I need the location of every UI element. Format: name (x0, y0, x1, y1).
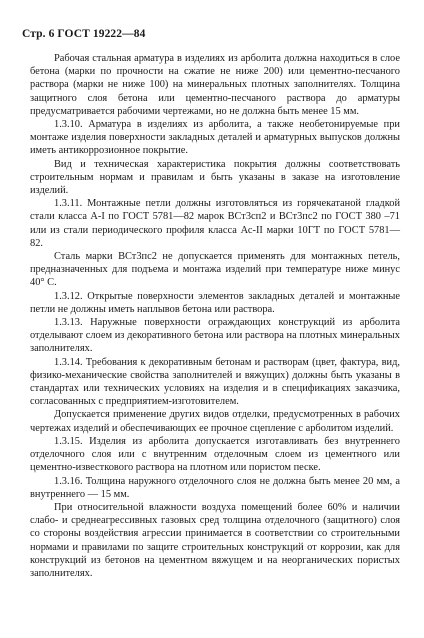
paragraph-coating-spec: Вид и техническая характеристика покрытия должны соответствовать строительным нормам и правилам и быть указаны в заказе на изготовление изделий. (30, 158, 400, 197)
page-header: Стр. 6 ГОСТ 19222—84 (22, 28, 146, 40)
paragraph-rebar-cover: Рабочая стальная арматура в изделиях из арболита должна находиться в слое бетона (марки по прочности на сжатие не ниже 200) или цементно-песчаного раствора (марки не ниже 100) на минеральных плотных заполнителях. Толщина защитного слоя бетона или цементно-песчаного раствора до арматуры предусматривается рабочими чертежами, но не должна быть менее 15 мм. (30, 53, 400, 117)
paragraph-1-3-12: 1.3.12. Открытые поверхности элементов закладных деталей и монтажные петли не должны иметь наплывов бетона или раствора. (30, 290, 400, 315)
paragraph-1-3-11: 1.3.11. Монтажные петли должны изготовляться из горячекатаной гладкой стали класса А-I по ГОСТ 5781—82 марок ВСт3сп2 и ВСт3пс2 по ГОСТ 380 –71 или из стали периодического профиля класса Ас-II марки 10ГТ по ГОСТ 5781—82. (30, 198, 400, 249)
paragraph-1-3-10: 1.3.10. Арматура в изделиях из арболита, а также необетонируемые при монтаже изделия поверхности закладных деталей и арматурных выпусков должны иметь антикоррозионное покрытие. (30, 119, 400, 157)
paragraph-1-3-15: 1.3.15. Изделия из арболита допускается изготавливать без внутреннего отделочного слоя или с внутренним отделочным слоем из цементного или цементно-известкового раствора на плотном или пористом песке. (30, 435, 400, 474)
document-body (30, 52, 400, 580)
paragraph-steel-grade: Сталь марки ВСт3пс2 не допускается применять для монтажных петель, предназначенных для подъема и монтажа изделий при температуре ниже минус 40° С. (30, 251, 400, 289)
paragraph-1-3-14: 1.3.14. Требования к декоративным бетонам и растворам (цвет, фактура, вид, физико-механические свойства заполнителей и вяжущих) должны быть указаны в стандартах или технических условиях на изделия и в спецификациях заказчика, согласованных с предприятием-изготовителем. (30, 356, 400, 408)
paragraph-humidity: При относительной влажности воздуха помещений более 60% и наличии слабо- и среднеагрессивных газовых сред толщина отделочного (защитного) слоя со стороны воздействия агрессии принимается в соответствии со строительными нормами и правилами по защите строительных конструкций от коррозии, как для конструкций из бетонов на цементном вяжущем и на неорганических пористых заполнителях. (30, 501, 400, 579)
paragraph-1-3-16: 1.3.16. Толщина наружного отделочного слоя не должна быть менее 20 мм, а внутреннего — 15 мм. (30, 475, 400, 500)
paragraph-other-finishes: Допускается применение других видов отделки, предусмотренных в рабочих чертежах изделий и обеспечивающих ее прочное сцепление с арболитом изделий. (30, 409, 400, 434)
paragraph-1-3-13: 1.3.13. Наружные поверхности ограждающих конструкций из арболита отделывают слоем из декоративного бетона или раствора на плотных минеральных заполнителях. (30, 317, 400, 355)
